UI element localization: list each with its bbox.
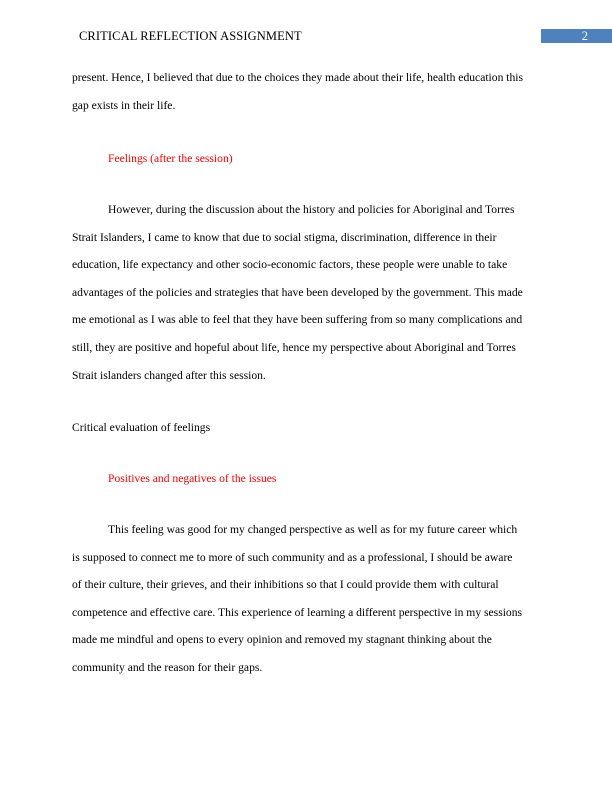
page-number: 2	[581, 29, 588, 43]
feelings-heading: Feelings (after the session)	[108, 152, 233, 165]
paragraph-line: gap exists in their life.	[72, 98, 176, 112]
paragraph-line: is supposed to connect me to more of such community and as a professional, I should be aware	[72, 550, 513, 564]
positives-paragraph	[72, 516, 552, 682]
paragraph-line: community and the reason for their gaps.	[72, 660, 263, 674]
critical-evaluation-heading: Critical evaluation of feelings	[72, 421, 211, 434]
paragraph-line: competence and effective care. This experience of learning a different perspective in my sessions	[72, 605, 523, 619]
paragraph-line: me emotional as I was able to feel that they have been suffering from so many complications and	[72, 313, 523, 327]
feelings-paragraph	[72, 196, 552, 389]
paragraph-line: still, they are positive and hopeful about life, hence my perspective about Aboriginal and Torres	[72, 340, 516, 354]
positives-negatives-heading: Positives and negatives of the issues	[108, 472, 277, 485]
paragraph-line: However, during the discussion about the history and policies for Aboriginal and Torres	[108, 203, 515, 216]
paragraph-line: advantages of the policies and strategies that have been developed by the government. This made	[72, 285, 523, 299]
paragraph-line: of their culture, their grieves, and their inhibitions so that I could provide them with cultural	[72, 578, 499, 592]
paragraph-line: This feeling was good for my changed perspective as well as for my future career which	[108, 523, 518, 536]
intro-paragraph	[72, 64, 552, 119]
running-header-title: CRITICAL REFLECTION ASSIGNMENT	[79, 29, 302, 43]
page-number-badge	[541, 29, 612, 43]
paragraph-line: made me mindful and opens to every opinion and removed my stagnant thinking about the	[72, 633, 492, 647]
paragraph-line: Strait Islanders, I came to know that due to social stigma, discrimination, difference in their	[72, 230, 497, 244]
paragraph-line: Strait islanders changed after this session.	[72, 368, 266, 382]
paragraph-line: education, life expectancy and other socio-economic factors, these people were unable to take	[72, 258, 508, 272]
paragraph-line: present. Hence, I believed that due to the choices they made about their life, health education this	[72, 71, 524, 84]
